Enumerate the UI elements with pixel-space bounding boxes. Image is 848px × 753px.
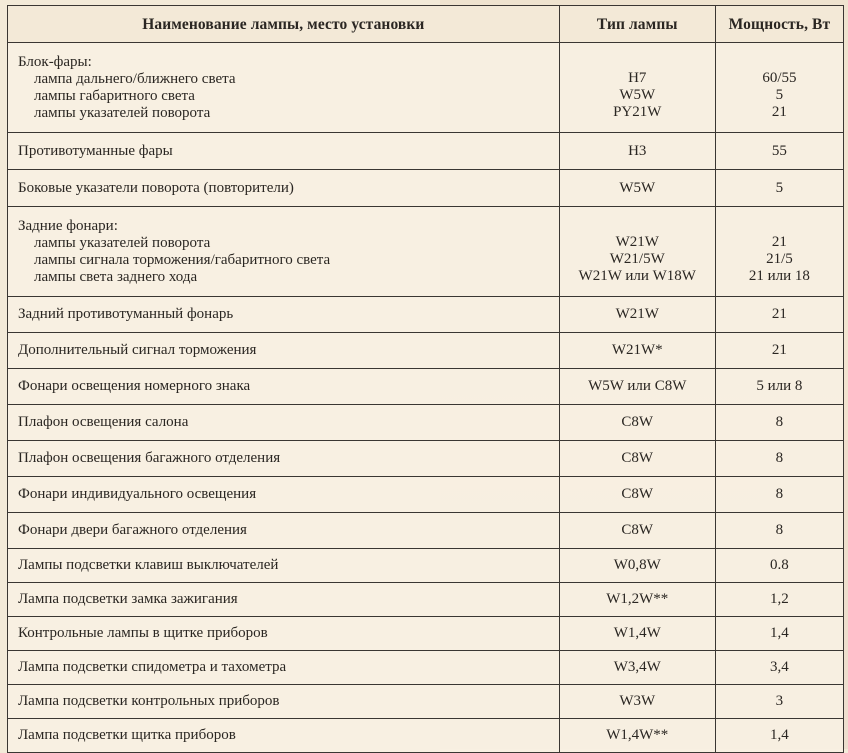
lamp-power: 8 xyxy=(715,477,843,513)
lamp-name: Боковые указатели поворота (повторители) xyxy=(8,170,560,207)
lamp-power: 8 xyxy=(715,513,843,549)
header-power: Мощность, Вт xyxy=(715,6,843,43)
lamp-name: Лампы подсветки клавиш выключателей xyxy=(8,549,560,583)
lamp-type: W21W xyxy=(615,234,659,250)
group-title: Блок-фары: xyxy=(18,53,92,70)
lamp-type: W21/5W xyxy=(609,251,665,267)
lamp-name: Плафон освещения багажного отделения xyxy=(8,441,560,477)
lamp-power: 21 xyxy=(715,297,843,333)
lamp-type: W0,8W xyxy=(559,549,715,583)
lamp-type: W1,2W** xyxy=(559,583,715,617)
table-row xyxy=(8,617,844,651)
lamp-power: 0.8 xyxy=(715,549,843,583)
header-type: Тип лампы xyxy=(559,6,715,43)
lamp-name: Фонари освещения номерного знака xyxy=(8,369,560,405)
lamp-power: 3,4 xyxy=(715,651,843,685)
lamp-name: лампы света заднего хода xyxy=(34,268,198,285)
lamp-type: W21W xyxy=(559,297,715,333)
lamp-power: 21 или 18 xyxy=(748,268,810,284)
lamp-type-cell xyxy=(559,43,715,133)
table-row xyxy=(8,297,844,333)
lamp-power: 21 xyxy=(771,234,787,250)
table-row xyxy=(8,170,844,207)
lamp-name: лампы габаритного света xyxy=(34,87,195,104)
lamp-name: Контрольные лампы в щитке приборов xyxy=(8,617,560,651)
lamp-type-cell xyxy=(559,207,715,297)
lamp-power: 3 xyxy=(715,685,843,719)
lamp-name: лампы указателей поворота xyxy=(34,234,211,251)
lamp-type: W1,4W xyxy=(559,617,715,651)
table-row xyxy=(8,685,844,719)
lamp-name: лампы указателей поворота xyxy=(34,104,211,121)
lamp-table xyxy=(7,5,844,753)
table-row xyxy=(8,207,844,297)
table-header-row xyxy=(8,6,844,43)
lamp-type: W21W или W18W xyxy=(578,268,696,284)
lamp-type: C8W xyxy=(559,405,715,441)
table-row xyxy=(8,719,844,753)
table-row xyxy=(8,477,844,513)
lamp-name: Противотуманные фары xyxy=(8,133,560,170)
table-row xyxy=(8,513,844,549)
table-row xyxy=(8,43,844,133)
lamp-type: C8W xyxy=(559,477,715,513)
lamp-name: лампа дальнего/ближнего света xyxy=(34,70,236,87)
lamp-type: PY21W xyxy=(613,104,662,120)
header-name: Наименование лампы, место установки xyxy=(8,6,560,43)
lamp-name-cell xyxy=(8,207,560,297)
table-row xyxy=(8,405,844,441)
lamp-power: 1,4 xyxy=(715,617,843,651)
lamp-name: Задний противотуманный фонарь xyxy=(8,297,560,333)
table-row xyxy=(8,333,844,369)
lamp-power: 5 или 8 xyxy=(715,369,843,405)
lamp-power: 8 xyxy=(715,405,843,441)
lamp-type: W5W или C8W xyxy=(559,369,715,405)
table-row xyxy=(8,549,844,583)
lamp-power-cell xyxy=(715,207,843,297)
lamp-power: 5 xyxy=(715,170,843,207)
lamp-name-cell xyxy=(8,43,560,133)
lamp-power: 21 xyxy=(715,333,843,369)
table-row xyxy=(8,441,844,477)
lamp-type: W3,4W xyxy=(559,651,715,685)
lamp-power: 21 xyxy=(771,104,787,120)
lamp-name: Плафон освещения салона xyxy=(8,405,560,441)
table-row xyxy=(8,583,844,617)
lamp-type: W5W xyxy=(619,87,656,103)
lamp-name: Дополнительный сигнал торможения xyxy=(8,333,560,369)
lamp-name: Лампа подсветки замка зажигания xyxy=(8,583,560,617)
lamp-name: Лампа подсветки спидометра и тахометра xyxy=(8,651,560,685)
lamp-name: Лампа подсветки щитка приборов xyxy=(8,719,560,753)
lamp-power: 21/5 xyxy=(766,251,793,267)
lamp-type: W1,4W** xyxy=(559,719,715,753)
lamp-type: H3 xyxy=(559,133,715,170)
lamp-name: Фонари индивидуального освещения xyxy=(8,477,560,513)
table-row xyxy=(8,369,844,405)
lamp-type: W5W xyxy=(559,170,715,207)
lamp-power-cell xyxy=(715,43,843,133)
lamp-type: C8W xyxy=(559,441,715,477)
lamp-type: W3W xyxy=(559,685,715,719)
group-title: Задние фонари: xyxy=(18,217,118,234)
lamp-name: лампы сигнала торможения/габаритного света xyxy=(34,251,331,268)
lamp-type: H7 xyxy=(628,70,647,86)
lamp-name: Фонари двери багажного отделения xyxy=(8,513,560,549)
table-row xyxy=(8,133,844,170)
lamp-power: 1,4 xyxy=(715,719,843,753)
lamp-power: 60/55 xyxy=(762,70,797,86)
lamp-power: 1,2 xyxy=(715,583,843,617)
lamp-power: 5 xyxy=(775,87,784,103)
lamp-power: 8 xyxy=(715,441,843,477)
lamp-name: Лампа подсветки контрольных приборов xyxy=(8,685,560,719)
lamp-power: 55 xyxy=(715,133,843,170)
table-row xyxy=(8,651,844,685)
lamp-type: W21W* xyxy=(559,333,715,369)
lamp-type: C8W xyxy=(559,513,715,549)
